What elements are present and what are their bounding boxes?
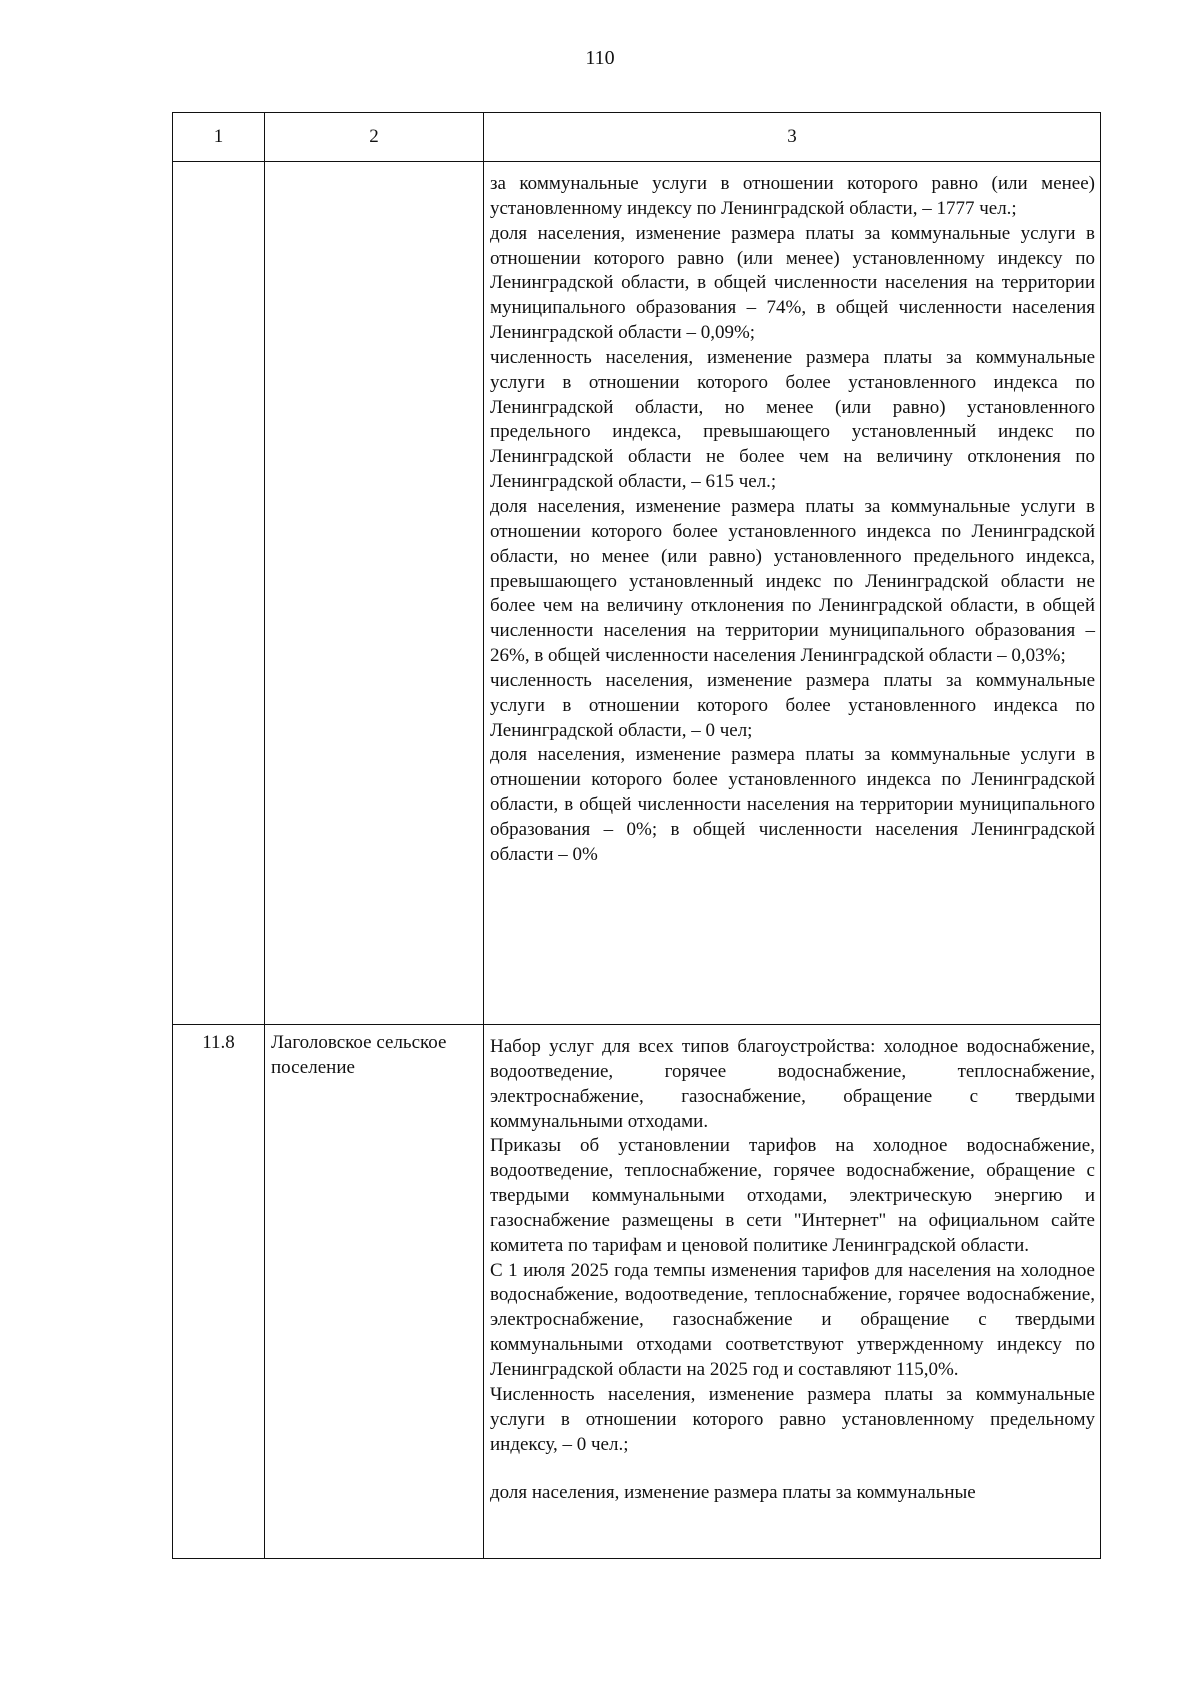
header-col-3: 3: [484, 113, 1101, 162]
paragraph: доля населения, изменение размера платы за коммунальные: [490, 1482, 976, 1504]
paragraph: Численность населения, изменение размера платы за коммунальные услуги в отношении которого равно установленному предельному индексу, – 0 чел.;: [490, 1383, 1095, 1455]
settlement-name: Лаголовское сельское поселение: [265, 1025, 484, 1559]
paragraph: численность населения, изменение размера платы за коммунальные услуги в отношении которого более установленного индекса по Ленинградской области, – 0 чел;: [490, 669, 1095, 741]
description-cell: [484, 162, 1101, 1025]
paragraph: доля населения, изменение размера платы за коммунальные услуги в отношении которого равно (или менее) установленному индексу по Ленинградской области, в общей численности населения на территории муниципального образования – 74%, в общей численности населения Ленинградской области – 0,09%;: [490, 222, 1095, 344]
row-number: 11.8: [173, 1025, 265, 1559]
paragraph: численность населения, изменение размера платы за коммунальные услуги в отношении которого более установленного индекса по Ленинградской области, но менее (или равно) установленного предельного индекса, превышающего установленный индекс по Ленинградской области не более чем на величину отклонения по Ленинградской области, – 615 чел.;: [490, 346, 1095, 493]
table-header-row: [173, 113, 1101, 162]
paragraph: Приказы об установлении тарифов на холодное водоснабжение, водоотведение, теплоснабжение, горячее водоснабжение, обращение с твердыми коммунальными отходами, электрическую энергию и газоснабжение размещены в сети "Интернет" на официальном сайте комитета по тарифам и ценовой политике Ленинградской области.: [490, 1135, 1095, 1256]
data-table: [172, 112, 1101, 1559]
header-col-2: 2: [265, 113, 484, 162]
paragraph: за коммунальные услуги в отношении которого равно (или менее) установленному индексу по Ленинградской области, – 1777 чел.;: [490, 173, 1095, 219]
page-number: 110: [585, 47, 615, 69]
table-row: [173, 1025, 1101, 1559]
paragraph: С 1 июля 2025 года темпы изменения тарифов для населения на холодное водоснабжение, водоотведение, теплоснабжение, горячее водоснабжение, электроснабжение, газоснабжение и обращение с твердыми коммунальными отходами соответствуют утвержденному индексу по Ленинградской области на 2025 год и составляют 115,0%.: [490, 1259, 1095, 1380]
paragraph: доля населения, изменение размера платы за коммунальные услуги в отношении которого более установленного индекса по Ленинградской области, в общей численности населения на территории муниципального образования – 0%; в общей численности населения Ленинградской области – 0%: [490, 744, 1095, 865]
row-number: [173, 162, 265, 1025]
paragraph: Набор услуг для всех типов благоустройства: холодное водоснабжение, водоотведение, горячее водоснабжение, теплоснабжение, электроснабжение, газоснабжение, обращение с твердыми коммунальными отходами.: [490, 1036, 1095, 1132]
header-col-1: 1: [173, 113, 265, 162]
description-cell: [484, 1025, 1101, 1559]
table-row: [173, 162, 1101, 1025]
paragraph: доля населения, изменение размера платы за коммунальные услуги в отношении которого более установленного индекса по Ленинградской области, но менее (или равно) установленного предельного индекса, превышающего установленный индекс по Ленинградской области не более чем на величину отклонения по Ленинградской области, в общей численности населения на территории муниципального образования – 26%, в общей численности населения Ленинградской области – 0,03%;: [490, 495, 1095, 667]
settlement-name: [265, 162, 484, 1025]
